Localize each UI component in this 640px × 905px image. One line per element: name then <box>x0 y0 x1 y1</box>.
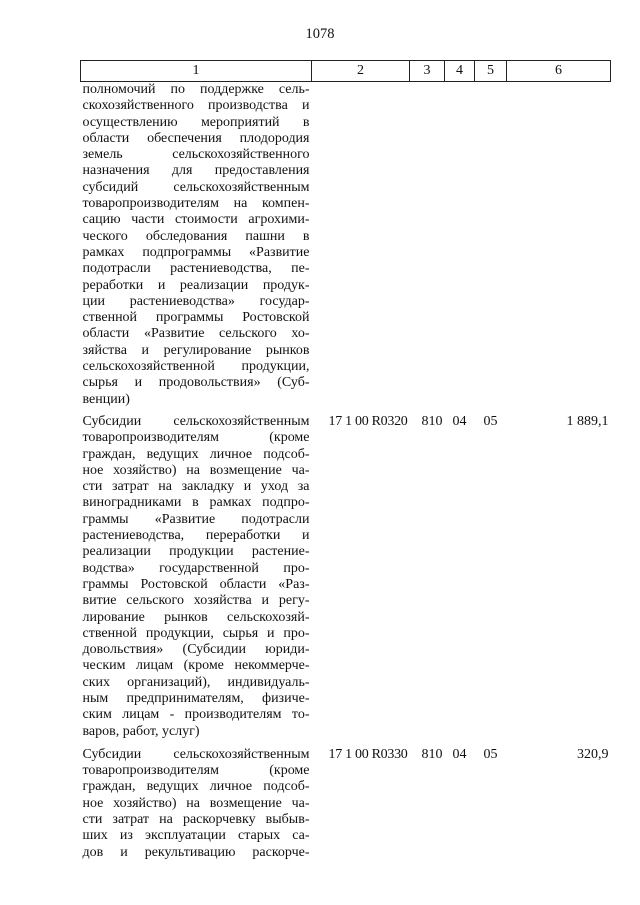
description-line: венции) <box>82 391 130 407</box>
target-item-code <box>312 82 410 414</box>
budget-table <box>80 60 611 861</box>
subsection-code <box>475 82 507 414</box>
expense-type-code: 810 <box>421 413 443 429</box>
description-line: товаропроизводителям (кроме <box>82 430 310 446</box>
description-line: скохозяйственного производства и <box>82 98 310 114</box>
column-header-3: 3 <box>410 61 445 82</box>
expense-type-code: 810 <box>421 746 443 762</box>
table-row <box>81 82 611 414</box>
description-line: сырья и продовольствия» (Суб- <box>82 375 310 391</box>
description-line: сти затрат на закладку и уход за <box>82 479 310 495</box>
column-header-4: 4 <box>445 61 475 82</box>
description-line: реализации продукции растение- <box>82 544 310 560</box>
description-line: ции растениеводства» государ- <box>82 293 310 309</box>
description-line: граммы Ростовской области «Раз- <box>82 576 310 592</box>
description-line: Субсидии сельскохозяйственным <box>82 413 310 429</box>
description-line: витие сельского хозяйства и регу- <box>82 593 310 609</box>
description-line: ческим лицам (кроме некоммерче- <box>82 658 310 674</box>
table-header-row <box>81 61 611 82</box>
amount: 320,9 <box>577 746 609 762</box>
description-line: субсидий сельскохозяйственным <box>82 179 310 195</box>
section-code: 04 <box>452 746 467 762</box>
description-line: лирование рынков сельскохозяй- <box>82 609 310 625</box>
description-line: товаропроизводителям на компен- <box>82 196 310 212</box>
section-code: 04 <box>452 413 467 429</box>
description-line: зяйства и регулирование рынков <box>82 342 310 358</box>
expense-type-code <box>410 82 445 414</box>
target-item-code: 17 1 00 R0330 <box>328 746 408 762</box>
description-line: ственной программы Ростовской <box>82 310 310 326</box>
description-line: земель сельскохозяйственного <box>82 147 310 163</box>
table-row <box>81 747 611 861</box>
description-line: варов, работ, услуг) <box>82 723 200 739</box>
description-line: подотрасли растениеводства, пе- <box>82 261 310 277</box>
description-line: области «Развитие сельского хо- <box>82 326 310 342</box>
description-line: ских организаций), индивидуаль- <box>82 674 310 690</box>
description-line: ственной продукции, сырья и про- <box>82 625 310 641</box>
description-line: ным предпринимателям, физиче- <box>82 690 310 706</box>
description-line: довольствия» (Субсидии юриди- <box>82 642 310 658</box>
section-code <box>445 82 475 414</box>
description-line: граммы «Развитие подотрасли <box>82 511 310 527</box>
row-description <box>81 747 312 861</box>
subsection-code: 05 <box>483 746 498 762</box>
description-line: сельскохозяйственной продукции, <box>82 359 310 375</box>
description-line: осуществлению мероприятий в <box>82 114 310 130</box>
description-line: Субсидии сельскохозяйственным <box>82 746 310 762</box>
column-header-2: 2 <box>312 61 410 82</box>
description-line: ших из эксплуатации старых са- <box>82 828 310 844</box>
description-line: граждан, ведущих личное подсоб- <box>82 446 310 462</box>
description-line: реработки и реализации продук- <box>82 277 310 293</box>
description-line: граждан, ведущих личное подсоб- <box>82 779 310 795</box>
description-line: сти затрат на раскорчевку выбыв- <box>82 812 310 828</box>
description-line: растениеводства, переработки и <box>82 528 310 544</box>
description-line: ческого обследования пашни в <box>82 228 310 244</box>
description-line: дов и рекультивацию раскорче- <box>82 844 310 860</box>
amount <box>507 82 611 414</box>
description-line: назначения для предоставления <box>82 163 310 179</box>
row-description <box>81 82 312 414</box>
description-line: водства» государственной про- <box>82 560 310 576</box>
description-line: ное хозяйство) на возмещение ча- <box>82 462 310 478</box>
row-description <box>81 414 312 747</box>
description-line: ное хозяйство) на возмещение ча- <box>82 795 310 811</box>
amount: 1 889,1 <box>566 413 609 429</box>
description-line: области обеспечения плодородия <box>82 130 310 146</box>
description-line: полномочий по поддержке сель- <box>82 82 310 97</box>
description-line: сацию части стоимости агрохими- <box>82 212 310 228</box>
description-line: ским лицам - производителям то- <box>82 707 310 723</box>
target-item-code: 17 1 00 R0320 <box>328 413 408 429</box>
description-line: рамках подпрограммы «Развитие <box>82 244 310 260</box>
column-header-1: 1 <box>81 61 312 82</box>
page-number: 1078 <box>305 26 335 42</box>
table-row <box>81 414 611 747</box>
column-header-5: 5 <box>475 61 507 82</box>
subsection-code: 05 <box>483 413 498 429</box>
column-header-6: 6 <box>507 61 611 82</box>
description-line: товаропроизводителям (кроме <box>82 763 310 779</box>
description-line: виноградниками в рамках подпро- <box>82 495 310 511</box>
